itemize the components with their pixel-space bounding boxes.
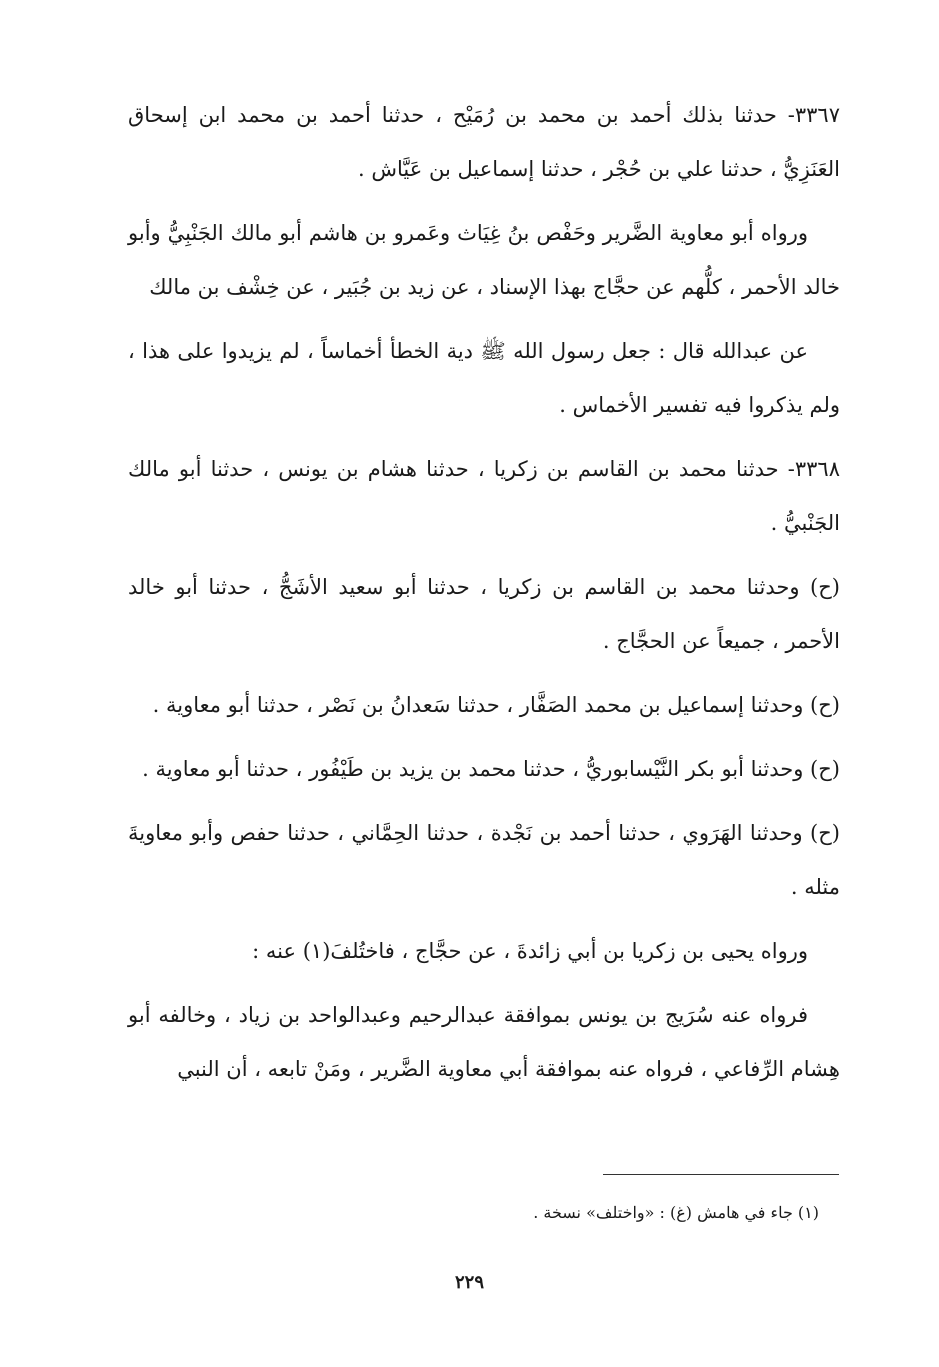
paragraph-yahya-narration: ورواه يحيى بن زكريا بن أبي زائدةَ ، عن حجَّاج ، فاختُلفَ(١) عنه :	[252, 939, 808, 963]
paragraph-narration-chain: ورواه أبو معاوية الضَّرير وحَفْص بنُ غِيَاث وعَمرو بن هاشم أبو مالك الجَنْبِيُّ وأبو خالد الأحمر ، كلُّهم عن حجَّاج بهذا الإسناد ، عن زيد بن جُبَير ، عن خِشْف بن مالك	[128, 221, 840, 299]
page-number: ٢٢٩	[454, 1272, 484, 1293]
paragraph-hadith-text: عن عبدالله قال : جعل رسول الله ﷺ دية الخطأ أخماساً ، لم يزيدوا على هذا ، ولم يذكروا فيه تفسير الأخماس .	[128, 339, 840, 417]
paragraph-ha-1: (ح) وحدثنا محمد بن القاسم بن زكريا ، حدثنا أبو سعيد الأشَجُّ ، حدثنا أبو خالد الأحمر ، جميعاً عن الحجَّاج .	[128, 575, 840, 653]
footnote-divider	[603, 1174, 839, 1175]
paragraph-ha-4: (ح) وحدثنا الهَرَوي ، حدثنا أحمد بن نَجْدة ، حدثنا الحِمَّاني ، حدثنا حفص وأبو معاويةَ مثله .	[128, 821, 840, 899]
paragraph-hadith-3368: ٣٣٦٨- حدثنا محمد بن القاسم بن زكريا ، حدثنا هشام بن يونس ، حدثنا أبو مالك الجَنْبيُّ .	[128, 457, 840, 535]
paragraph-hadith-3367: ٣٣٦٧- حدثنا بذلك أحمد بن محمد بن رُمَيْح ، حدثنا أحمد بن محمد ابن إسحاق العَنَزِيُّ ، حدثنا علي بن حُجْر ، حدثنا إسماعيل بن عَيَّاش .	[128, 103, 840, 181]
paragraph-suraij-narration: فرواه عنه سُرَيج بن يونس بموافقة عبدالرحيم وعبدالواحد بن زياد ، وخالفه أبو هِشام الرِّفاعي ، فرواه عنه بموافقة أبي معاوية الضَّرير ، ومَنْ تابعه ، أن النبي	[128, 1003, 840, 1081]
paragraph-ha-2: (ح) وحدثنا إسماعيل بن محمد الصَفَّار ، حدثنا سَعدانُ بن نَصْر ، حدثنا أبو معاوية .	[152, 693, 840, 717]
paragraph-ha-3: (ح) وحدثنا أبو بكر النَّيْسابوريُّ ، حدثنا محمد بن يزيد بن طَيْفُور ، حدثنا أبو معاوية .	[142, 757, 840, 781]
main-text	[128, 88, 840, 1106]
footnote: (١) جاء في هامش (غ) : «واختلف» نسخة .	[533, 1203, 819, 1222]
